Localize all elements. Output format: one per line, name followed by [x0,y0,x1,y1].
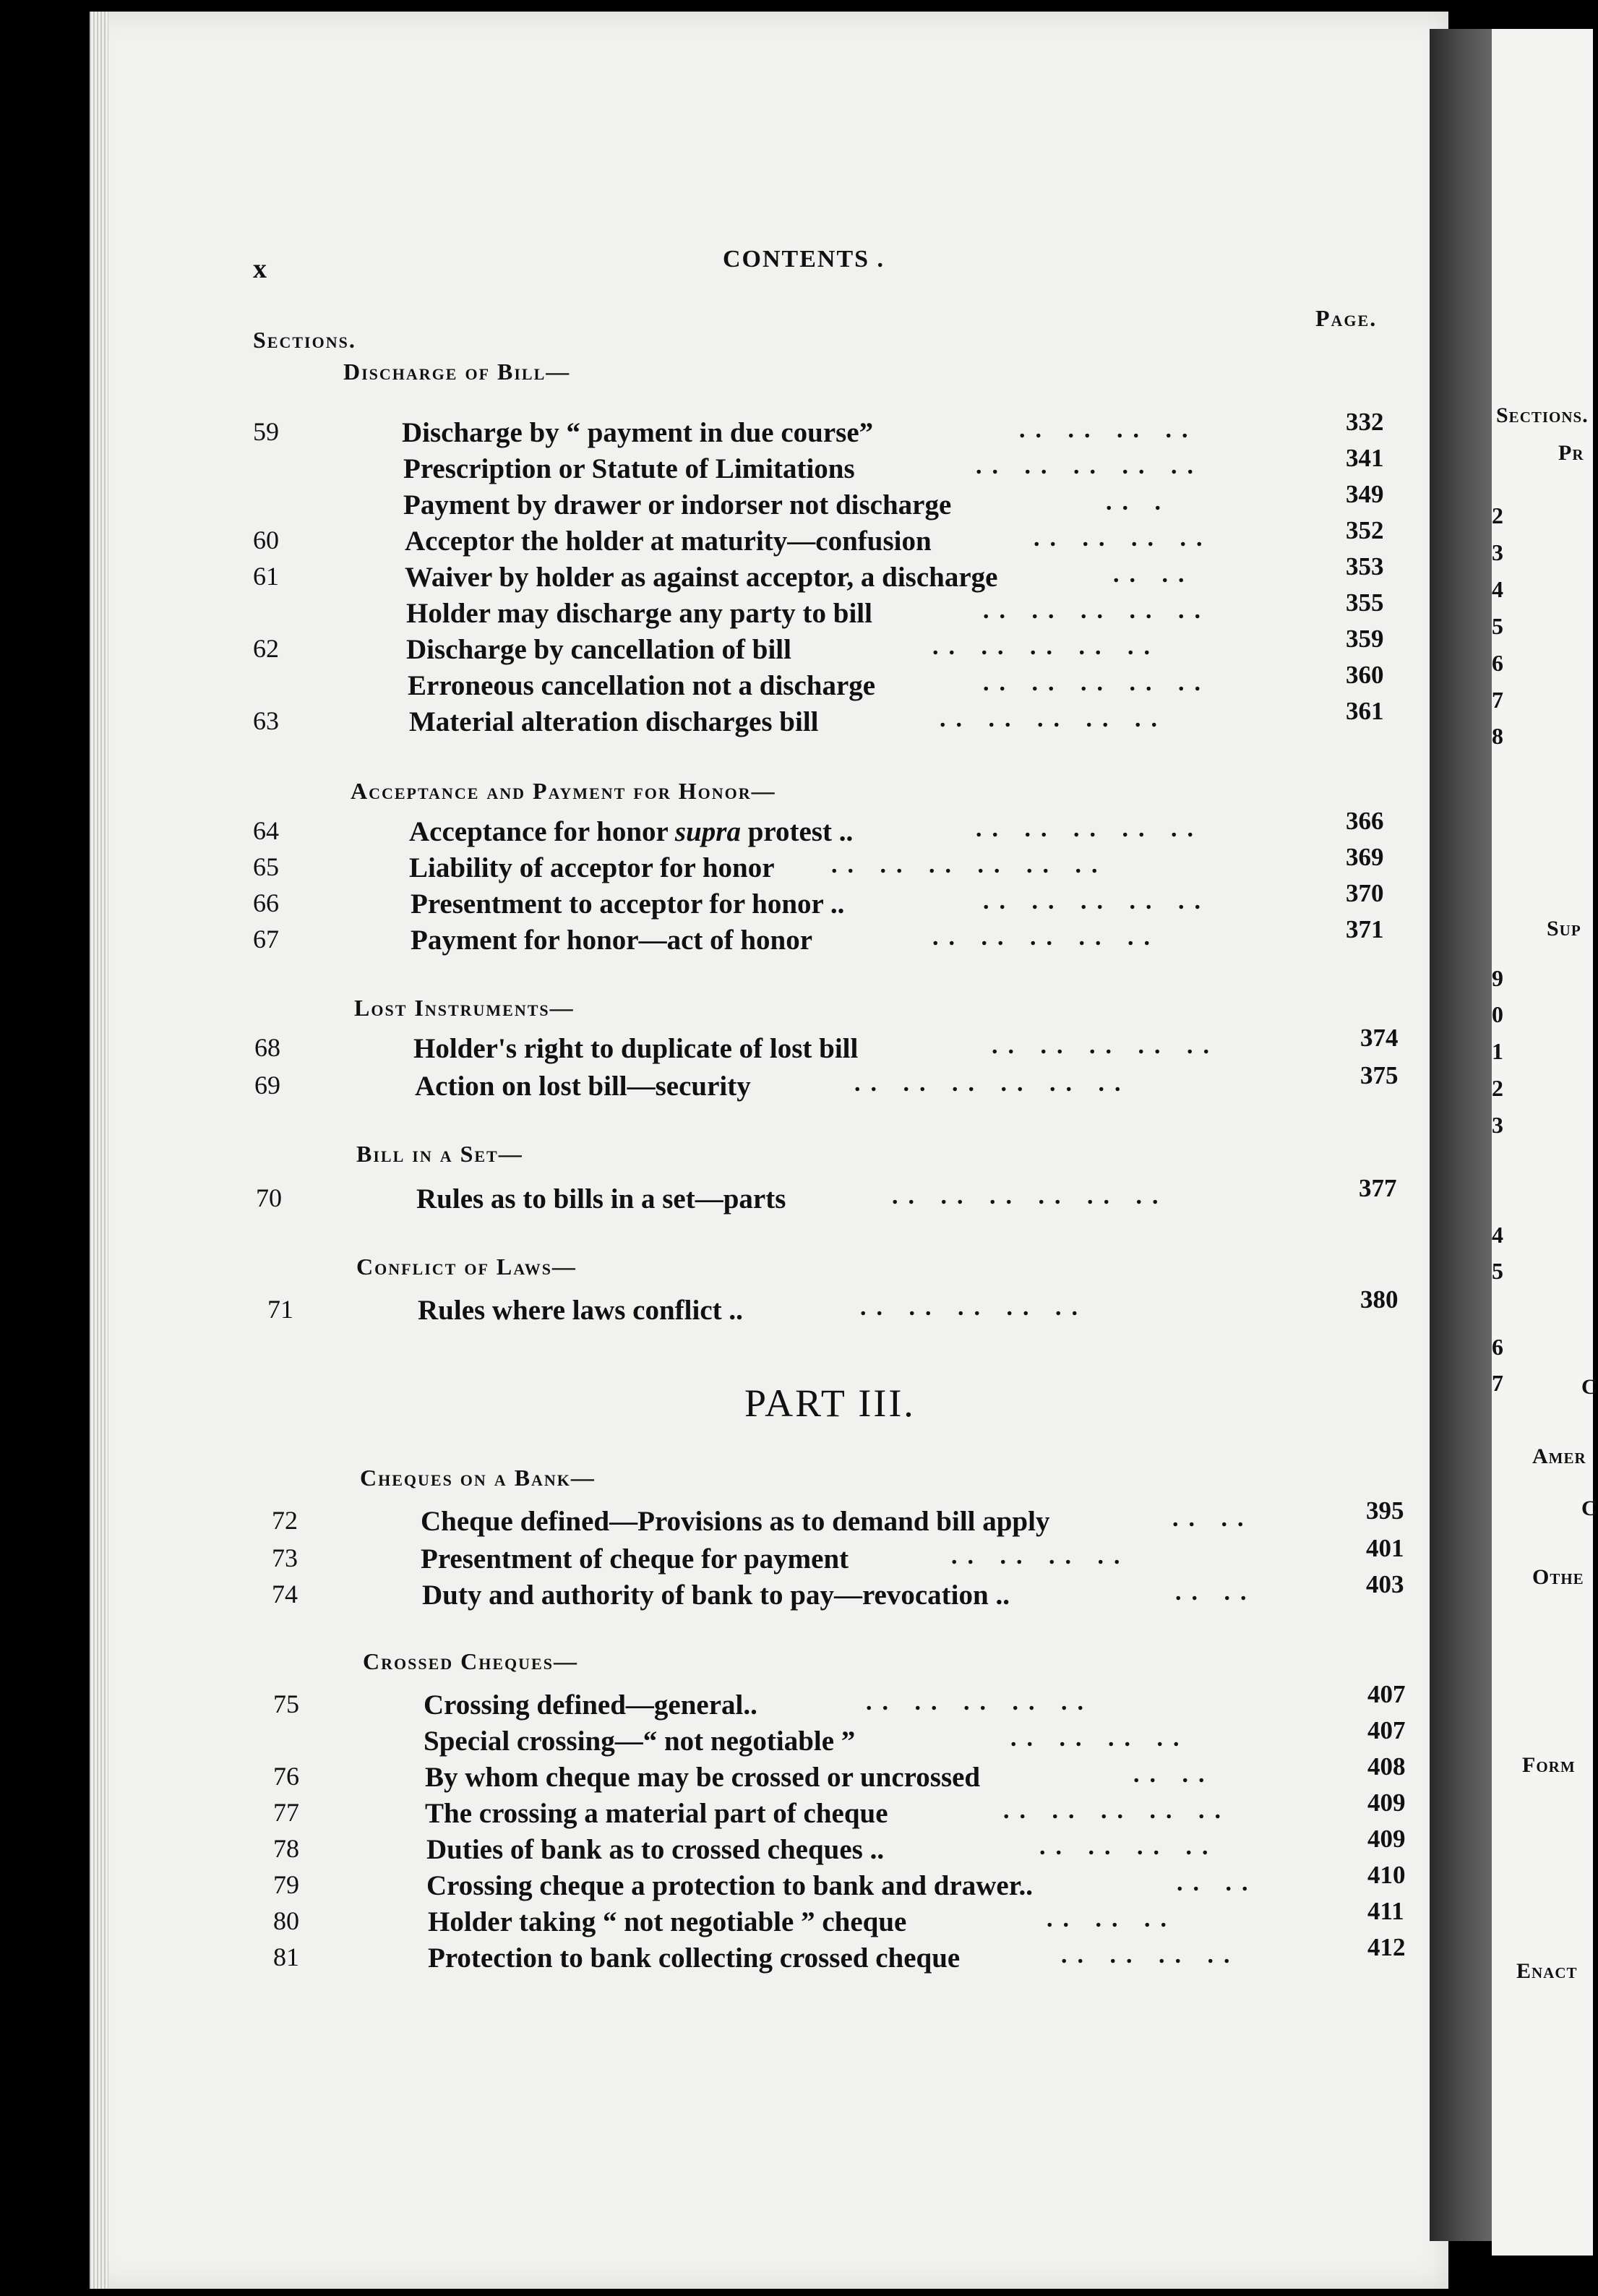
leader-dots: .. .. .. .. .. [932,924,1160,951]
page-number: 401 [1366,1534,1404,1562]
leader-dots: .. .. .. .. .. [866,1689,1094,1715]
entry-title: Duty and authority of bank to pay—revocation .. [422,1580,1010,1611]
leader-dots: .. .. .. .. .. [976,453,1203,479]
page-number: 370 [1346,879,1384,907]
entry-title: Protection to bank collecting crossed cheque [428,1942,961,1974]
leader-dots: .. .. .. .. [1019,416,1198,443]
section-number: 62 [253,634,279,663]
section-number: 60 [253,526,279,554]
section-number: 63 [253,706,279,735]
entry-title: Waiver by holder as against acceptor, a discharge [405,562,998,593]
page-number: 407 [1367,1716,1406,1744]
entry-title: Presentment to acceptor for honor .. [411,888,845,920]
section-number: 81 [273,1942,299,1971]
entry-title: Discharge by “ payment in due course” [402,417,874,448]
part-title: PART III. [744,1382,916,1425]
page-number: 352 [1346,516,1384,544]
facing-amer: Amer [1532,1444,1586,1468]
page-number: 374 [1360,1024,1399,1052]
facing-number: 8 [1492,723,1504,749]
page-number: 407 [1367,1680,1406,1708]
section-number: 76 [273,1762,299,1791]
entry-title: Rules where laws conflict .. [418,1295,743,1326]
group-heading: Conflict of Laws— [356,1254,577,1280]
sections-column-head: Sections. [253,327,356,353]
leader-dots: .. .. .. .. .. .. [854,1070,1131,1097]
section-number: 64 [253,816,279,845]
section-number: 61 [253,562,279,591]
entry-title: Crossing cheque a protection to bank and drawer.. [426,1870,1033,1901]
page-column-head: Page. [1315,305,1378,331]
leader-dots: .. .. [1177,1869,1258,1896]
entry-title: Prescription or Statute of Limitations [403,453,855,484]
page-number: 361 [1346,697,1384,725]
section-number: 66 [253,888,279,917]
entry-title: Presentment of cheque for payment [421,1543,849,1575]
leader-dots: .. .. .. .. .. [932,633,1160,660]
group-heading: Acceptance and Payment for Honor— [351,778,776,804]
facing-c: C [1581,1375,1598,1399]
group-heading: Bill in a Set— [356,1141,523,1167]
entry-title: Action on lost bill—security [415,1071,751,1102]
running-title: CONTENTS . [723,246,885,273]
entry-title: Discharge by cancellation of bill [406,634,791,665]
facing-fragment-pr: Pr [1558,441,1584,465]
section-number: 67 [253,925,279,954]
page-number: 377 [1359,1174,1397,1202]
page-number: 371 [1346,915,1384,943]
section-number: 71 [267,1295,293,1324]
page-number: 366 [1346,807,1384,835]
facing-number: 2 [1492,1075,1504,1101]
facing-page [1492,29,1598,2256]
group-heading: Discharge of Bill— [343,359,571,385]
facing-number: 9 [1492,965,1504,991]
facing-sup: Sup [1547,917,1581,941]
page-number: 332 [1346,408,1384,436]
facing-othe: Othe [1532,1565,1584,1589]
entry-title: Payment for honor—act of honor [411,925,813,956]
leader-dots: .. .. [1175,1579,1257,1606]
entry-title: Cheque defined—Provisions as to demand bill apply [421,1506,1050,1537]
facing-number: 2 [1492,502,1504,528]
section-number: 80 [273,1906,299,1935]
leader-dots: .. .. .. .. .. [983,888,1211,914]
entry-title: Special crossing—“ not negotiable ” [424,1726,856,1757]
leader-dots: .. .. .. .. .. [940,706,1167,732]
leader-dots: .. . [1106,489,1171,515]
section-number: 69 [254,1071,280,1100]
entry-title: Erroneous cancellation not a discharge [408,670,876,701]
entry-title: Payment by drawer or indorser not discharge [403,489,952,521]
leader-dots: .. .. .. .. [1034,525,1213,552]
section-number: 72 [272,1506,298,1535]
leader-dots: .. .. .. [1047,1906,1177,1932]
italic-word: supra [674,816,741,847]
facing-sections-label: Sections. [1496,403,1589,427]
section-number: 77 [273,1798,299,1827]
entry-title: Rules as to bills in a set—parts [416,1183,786,1215]
facing-number: 3 [1492,539,1504,565]
facing-number: 7 [1492,1370,1504,1396]
entry-title: Material alteration discharges bill [409,706,819,737]
page-roman-numeral: x [253,254,267,284]
section-number: 65 [253,852,279,881]
facing-number: 5 [1492,613,1504,639]
entry-title: The crossing a material part of cheque [425,1798,888,1829]
section-number: 74 [272,1580,298,1609]
section-number: 68 [254,1033,280,1062]
page-number: 409 [1367,1825,1406,1853]
facing-number: 6 [1492,650,1504,676]
leader-dots: .. .. [1172,1505,1254,1532]
page-number: 403 [1366,1570,1404,1598]
page-number: 395 [1366,1496,1404,1525]
section-number: 75 [273,1689,299,1718]
section-number: 79 [273,1870,299,1899]
leader-dots: .. .. [1113,561,1195,588]
page-number: 412 [1367,1933,1406,1961]
section-number: 78 [273,1834,299,1863]
facing-enact: Enact [1516,1959,1578,1983]
facing-c: C [1581,1496,1598,1520]
leader-dots: .. .. .. .. .. .. [892,1183,1169,1209]
section-number: 59 [253,417,279,446]
entry-title: Holder may discharge any party to bill [406,598,872,629]
leader-dots: .. .. .. .. .. [1003,1797,1231,1824]
entry-title: Liability of acceptor for honor [409,852,775,883]
section-number: 70 [256,1183,282,1212]
entry-title: By whom cheque may be crossed or uncrossed [425,1762,981,1793]
page-number: 375 [1360,1061,1399,1089]
facing-number: 1 [1492,1038,1504,1064]
facing-number: 0 [1492,1001,1504,1027]
page-edge-lines [90,12,108,2289]
page-number: 349 [1346,480,1384,508]
leader-dots: .. .. .. .. .. [976,815,1203,842]
leader-dots: .. .. .. .. .. .. [831,852,1108,878]
facing-number: 5 [1492,1258,1504,1284]
facing-number: 4 [1492,576,1504,602]
page-number: 409 [1367,1789,1406,1817]
page-number: 410 [1367,1861,1406,1889]
page-number: 341 [1346,444,1384,472]
group-heading: Cheques on a Bank— [360,1465,596,1491]
book-gutter [1430,29,1495,2241]
entry-title: Duties of bank as to crossed cheques .. [426,1834,885,1865]
group-heading: Crossed Cheques— [363,1648,578,1674]
entry-title: Acceptance for honor supra protest .. [409,816,854,847]
leader-dots: .. .. .. .. .. [860,1294,1088,1321]
leader-dots: .. .. .. .. .. [983,669,1211,696]
page-number: 359 [1346,625,1384,653]
group-heading: Lost Instruments— [354,995,575,1021]
page-number: 411 [1367,1897,1404,1925]
leader-dots: .. .. .. .. [1061,1942,1240,1969]
facing-number: 4 [1492,1222,1504,1248]
entry-title: Holder taking “ not negotiable ” cheque [428,1906,907,1937]
leader-dots: .. .. .. .. [951,1543,1130,1569]
entry-title: Acceptor the holder at maturity—confusion [405,526,932,557]
page-number: 360 [1346,661,1384,689]
leader-dots: .. .. [1133,1761,1215,1788]
page-number: 369 [1346,843,1384,871]
page-number: 355 [1346,588,1384,617]
facing-number: 3 [1492,1112,1504,1138]
leader-dots: .. .. .. .. .. [983,597,1211,624]
page-number: 353 [1346,552,1384,581]
leader-dots: .. .. .. .. .. [992,1032,1219,1059]
section-number: 73 [272,1543,298,1572]
facing-number: 6 [1492,1334,1504,1360]
leader-dots: .. .. .. .. [1010,1725,1190,1752]
entry-title: Holder's right to duplicate of lost bill [413,1033,859,1064]
entry-title: Crossing defined—general.. [424,1689,757,1721]
leader-dots: .. .. .. .. [1039,1833,1219,1860]
facing-number: 7 [1492,687,1504,713]
page-number: 408 [1367,1752,1406,1781]
facing-form: Form [1522,1753,1576,1777]
page-number: 380 [1360,1285,1399,1314]
